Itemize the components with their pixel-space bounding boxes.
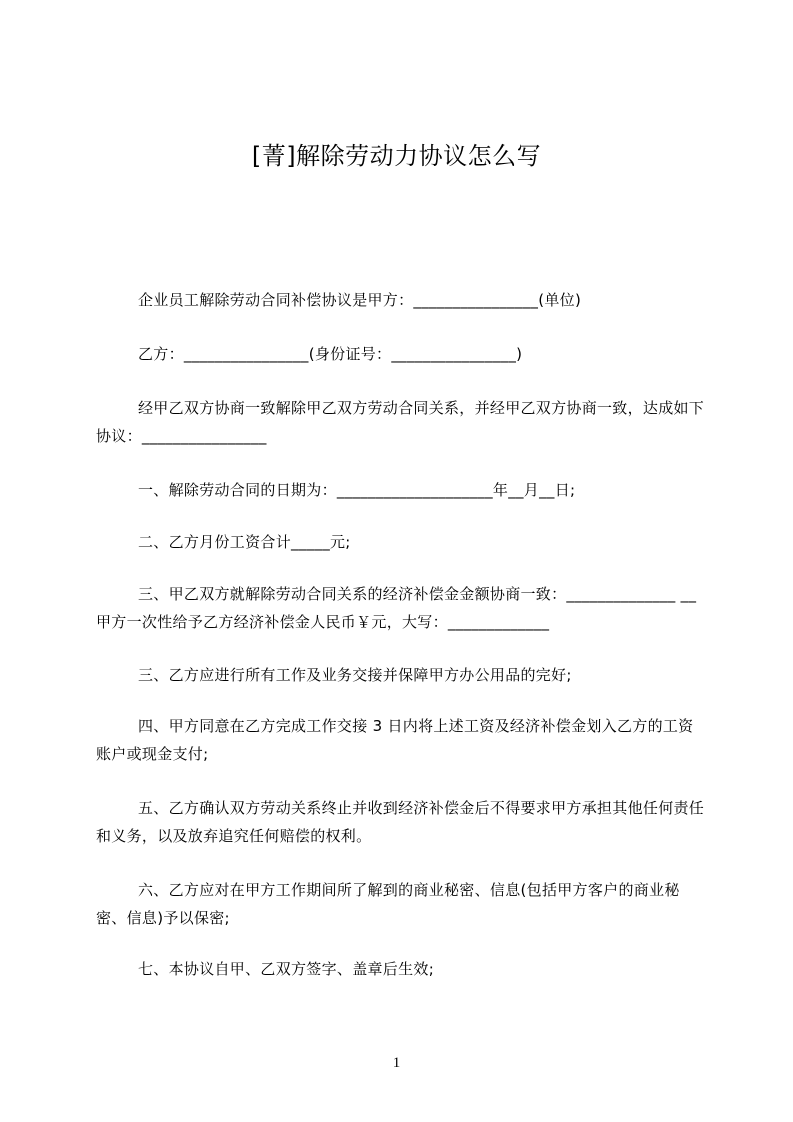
paragraph-party-b: 乙方：________________(身份证号：________________)	[138, 345, 523, 363]
paragraph-clause-3b: 三、乙方应进行所有工作及业务交接并保障甲方办公用品的完好;	[138, 666, 572, 684]
paragraph-preamble: 经甲乙双方协商一致解除甲乙双方劳动合同关系，并经甲乙双方协商一致，达成如下协议：________________	[96, 399, 705, 445]
paragraph-clause-3a: 三、甲乙双方就解除劳动合同关系的经济补偿金金额协商一致：______________ __甲方一次性给予乙方经济补偿金人民币￥元，大写：_____________	[96, 585, 697, 631]
paragraph-clause-5: 五、乙方确认双方劳动关系终止并收到经济补偿金后不得要求甲方承担其他任何责任和义务，以及放弃追究任何赔偿的权利。	[96, 799, 705, 845]
document-title: [菁]解除劳动力协议怎么写	[251, 142, 542, 170]
paragraph-clause-6: 六、乙方应对在甲方工作期间所了解到的商业秘密、信息(包括甲方客户的商业秘密、信息)予以保密;	[96, 881, 680, 927]
paragraph-clause-2: 二、乙方月份工资合计_____元;	[138, 533, 351, 551]
paragraph-clause-1: 一、解除劳动合同的日期为：____________________年__月__日;	[138, 481, 576, 499]
paragraph-party-a: 企业员工解除劳动合同补偿协议是甲方：________________(单位)	[138, 291, 582, 309]
paragraph-clause-4: 四、甲方同意在乙方完成工作交接 3 日内将上述工资及经济补偿金划入乙方的工资账户或现金支付;	[96, 717, 694, 763]
paragraph-clause-7: 七、本协议自甲、乙双方签字、盖章后生效;	[138, 960, 435, 978]
page-number: 1	[392, 1055, 401, 1071]
